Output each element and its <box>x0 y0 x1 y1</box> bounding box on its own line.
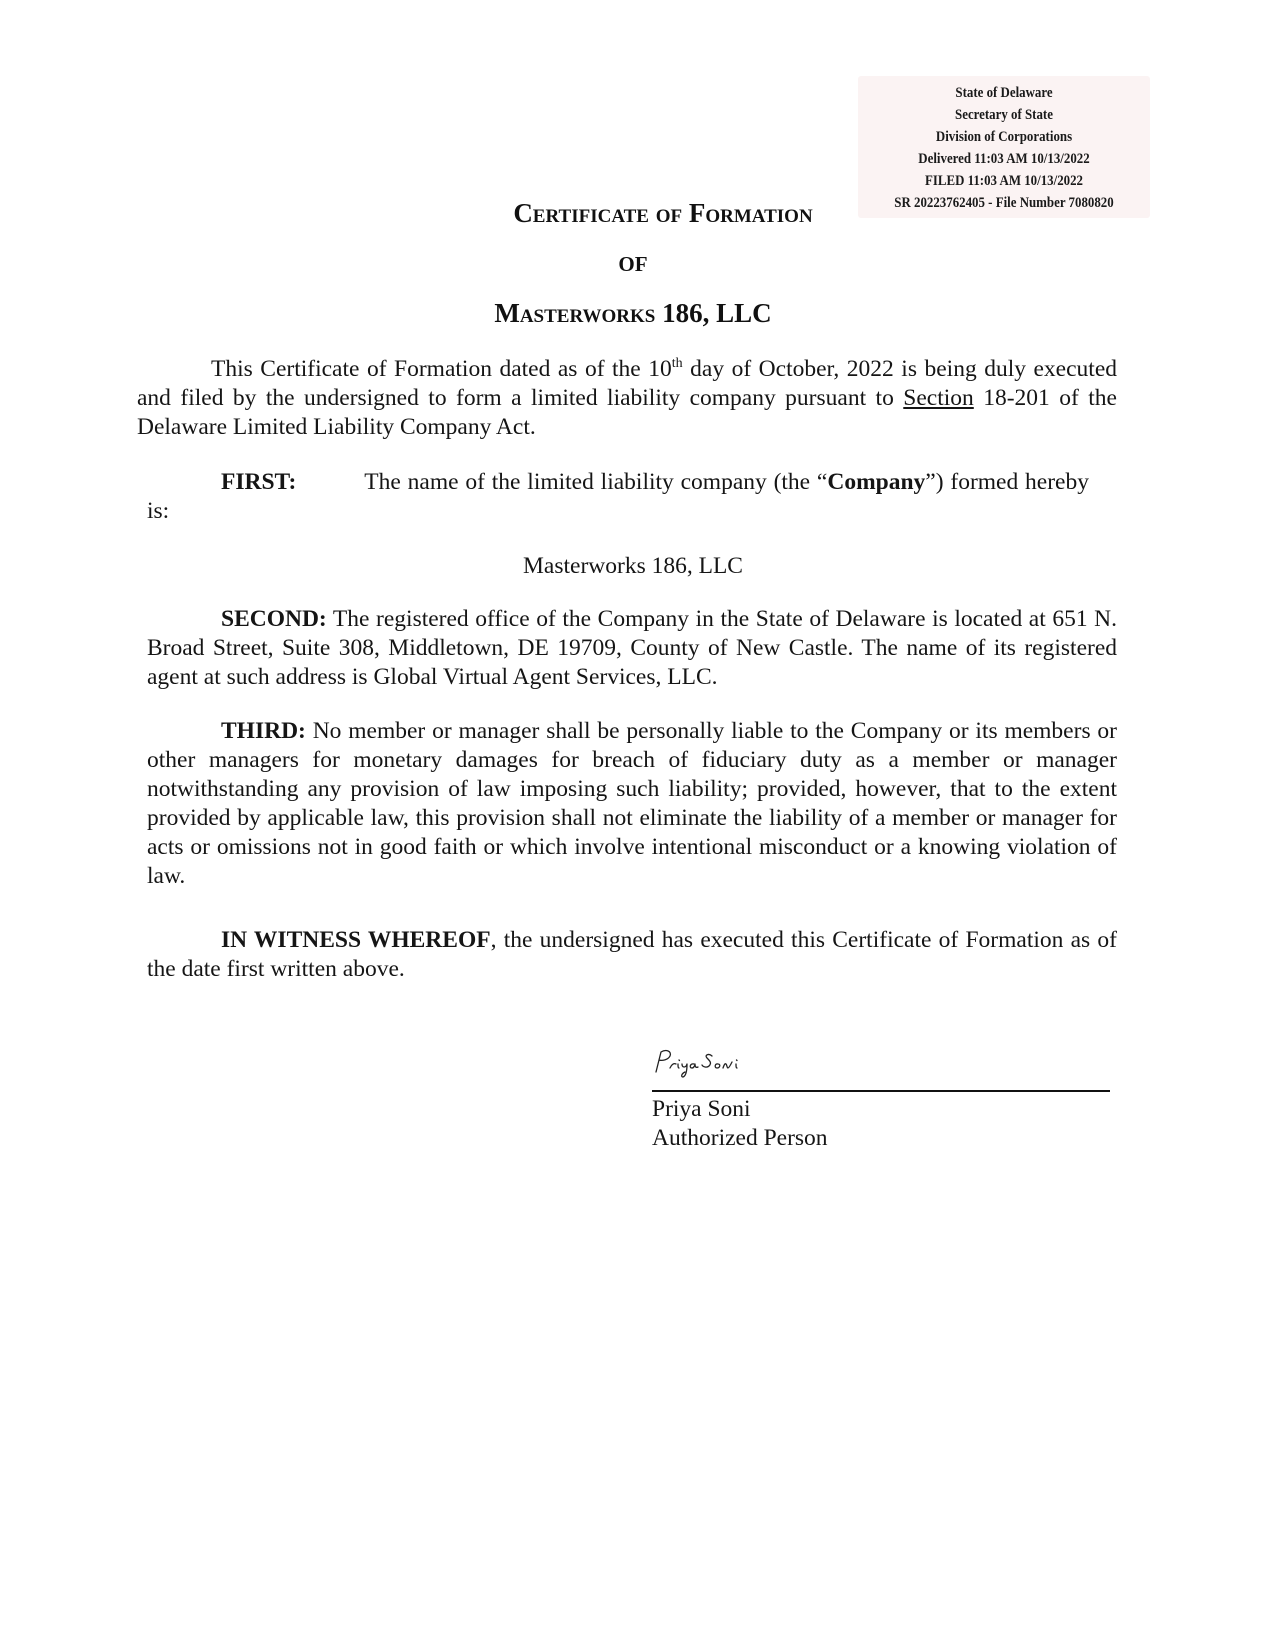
filing-stamp <box>858 76 1150 218</box>
intro-superscript: th <box>671 356 683 372</box>
company-title: Masterworks 186, LLC <box>494 298 772 328</box>
intro-text-1: This Certificate of Formation dated as of the 10 <box>211 356 672 382</box>
third-text: No member or manager shall be personally liable to the Company or its members or other managers for monetary damages for breach of fiduciary duty as a member or manager notwithstanding any provision of law imposing such liability; provided, however, that to the extent provided by applicable law, this provision shall not eliminate the liability of a member or manager for acts or omissions not in good faith or which involve intentional misconduct or a knowing violation of law. <box>147 718 1117 889</box>
intro-text-2: day of October, 2022 is being duly executed and filed by the undersigned to form a limited liability company pursuant to <box>137 356 1117 411</box>
second-text: The registered office of the Company in the State of Delaware is located at 651 N. Broad Street, Suite 308, Middletown, DE 19709, County of New Castle. The name of its registered agent at such address is Global Virtual Agent Services, LLC. <box>147 606 1117 690</box>
signature-line <box>652 1090 1110 1092</box>
second-paragraph <box>147 605 1117 692</box>
handwritten-signature <box>652 1046 762 1080</box>
witness-text: , the undersigned has executed this Certificate of Formation as of the date first written above. <box>147 927 1118 982</box>
company-defined-term: Company <box>827 469 926 495</box>
intro-paragraph <box>137 355 1117 442</box>
stamp-line-delivered: Delivered 11:03 AM 10/13/2022 <box>918 151 1090 167</box>
stamp-line-file-number: SR 20223762405 - File Number 7080820 <box>894 195 1114 211</box>
first-heading: FIRST: <box>221 469 297 495</box>
document-title-of: OF <box>618 252 648 276</box>
stamp-line-division: Division of Corporations <box>935 129 1073 145</box>
stamp-line-filed: FILED 11:03 AM 10/13/2022 <box>924 173 1084 189</box>
witness-heading: IN WITNESS WHEREOF <box>221 927 491 953</box>
signer-title: Authorized Person <box>652 1125 828 1151</box>
stamp-line-secretary: Secretary of State <box>955 107 1053 123</box>
witness-paragraph <box>147 926 1117 984</box>
section-reference: Section <box>903 385 974 411</box>
signer-name: Priya Soni <box>652 1096 751 1122</box>
third-heading: THIRD: <box>221 718 306 744</box>
stamp-line-state: State of Delaware <box>955 85 1053 101</box>
first-paragraph <box>147 468 1089 526</box>
company-name-line: Masterworks 186, LLC <box>523 553 743 579</box>
second-heading: SECOND: <box>221 606 327 632</box>
first-text-2: ”) formed hereby is: <box>147 469 1089 524</box>
third-paragraph <box>147 717 1117 891</box>
first-text-1: The name of the limited liability company (the “ <box>364 469 828 495</box>
document-title: Certificate of Formation <box>513 198 813 228</box>
intro-text-3: 18-201 of the Delaware Limited Liability Company Act. <box>137 385 1117 440</box>
